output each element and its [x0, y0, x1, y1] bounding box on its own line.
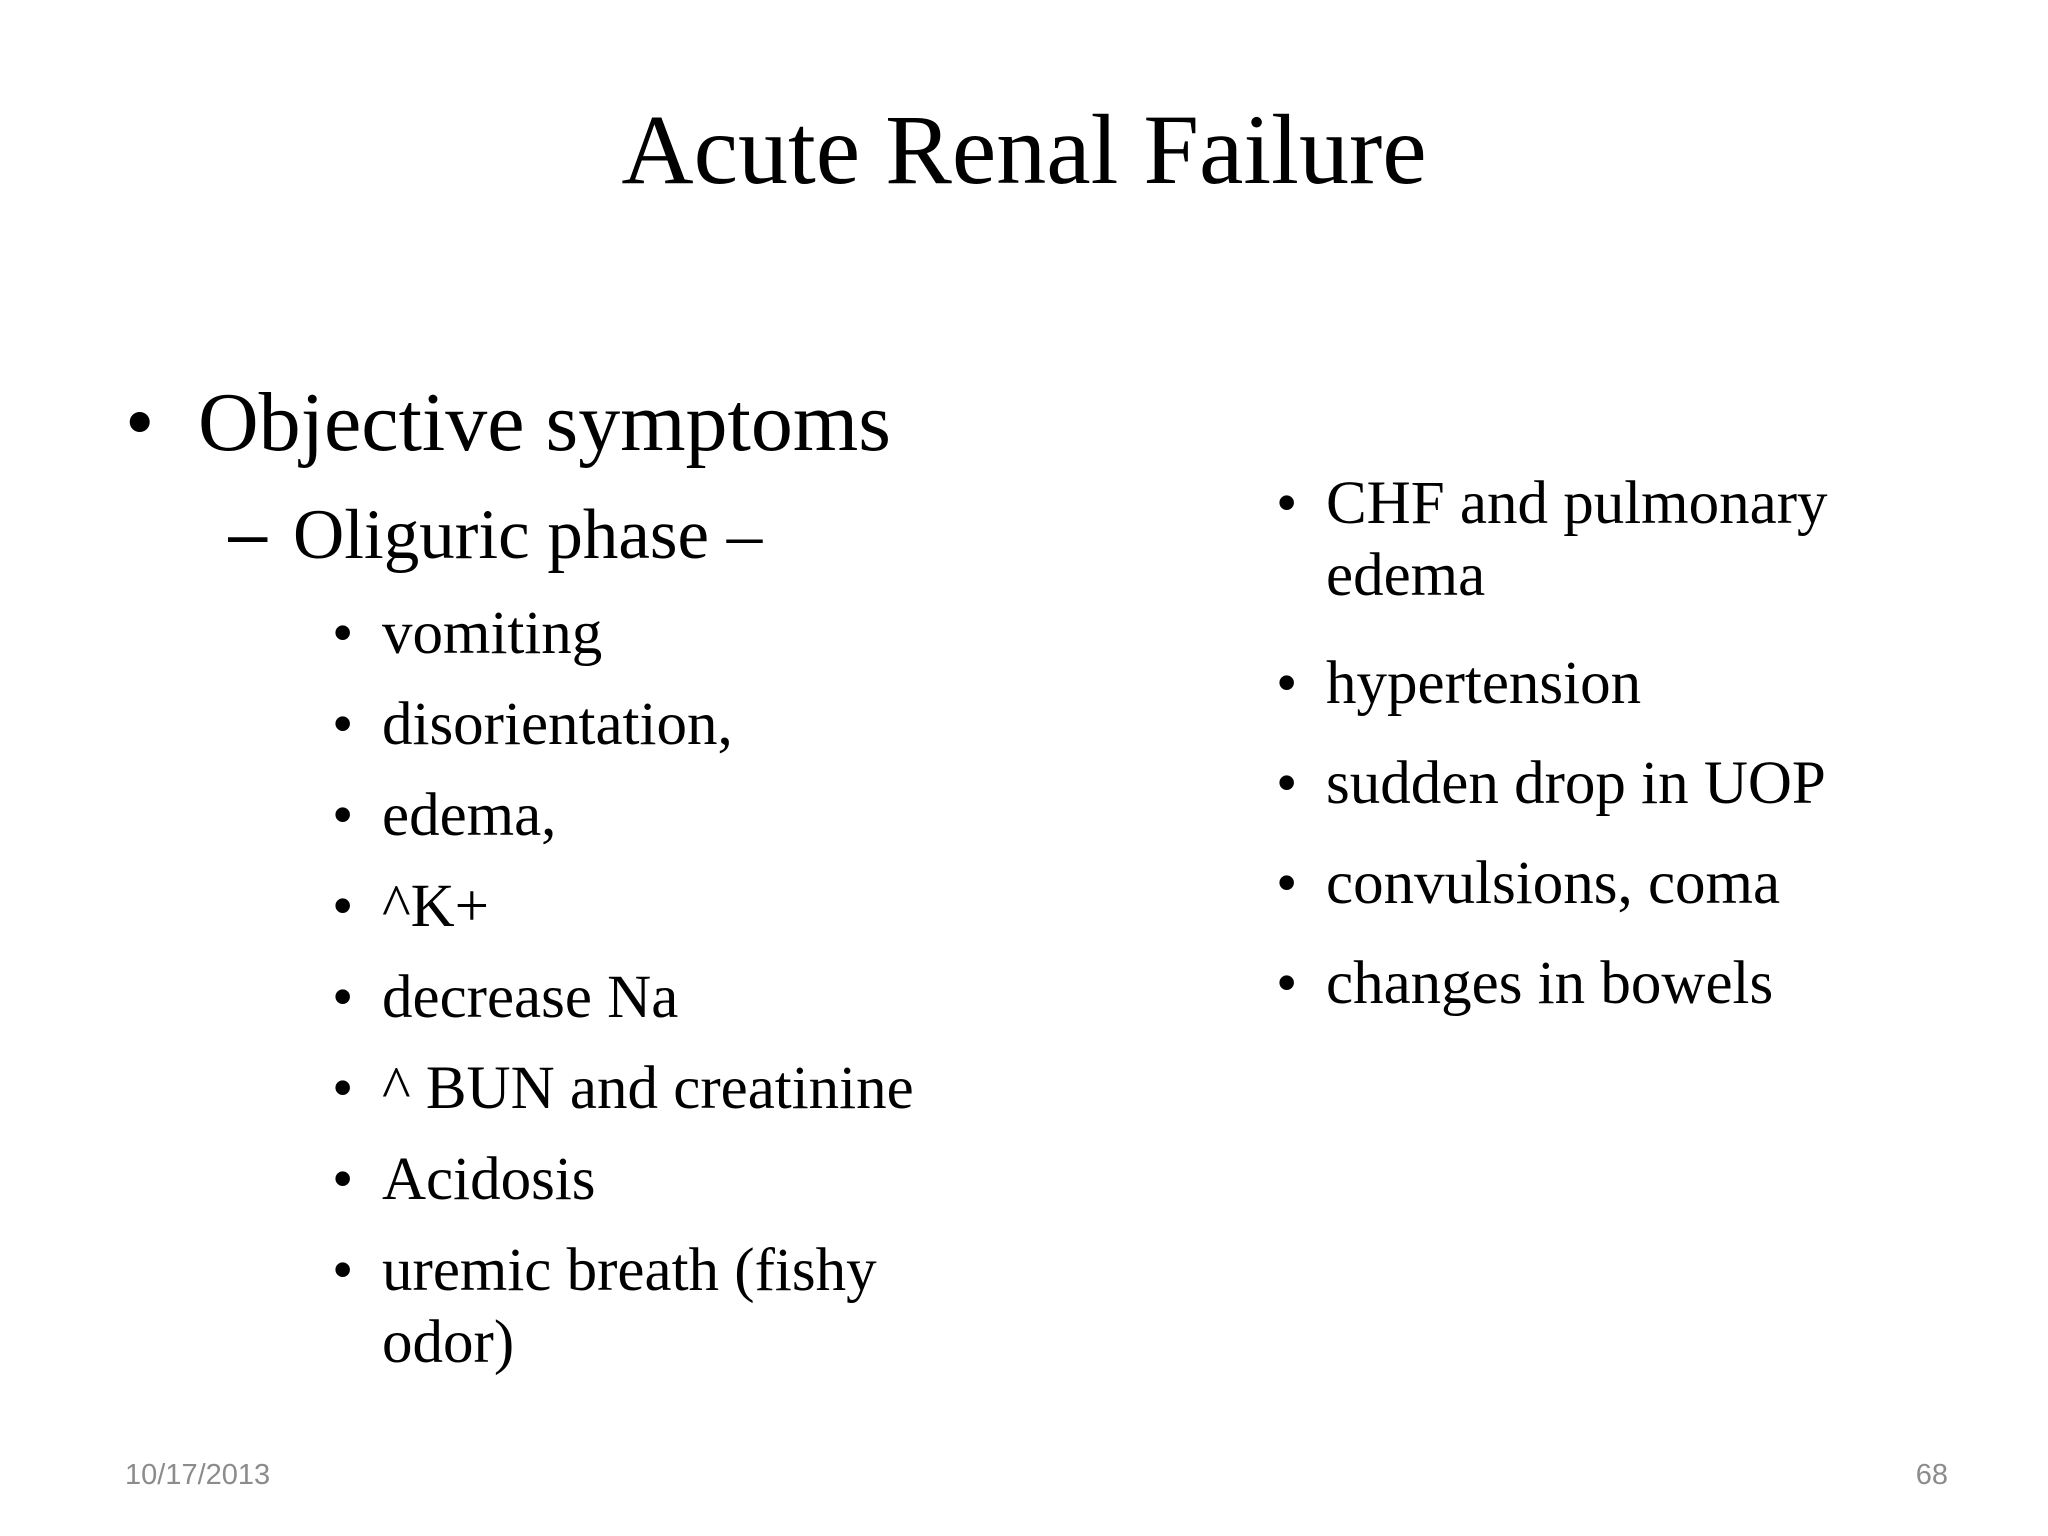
slide-title: Acute Renal Failure [621, 94, 1427, 205]
bullet-icon: • [1276, 750, 1298, 817]
bullet-icon: • [332, 873, 354, 940]
list-item [332, 962, 678, 1034]
bullet-icon: • [332, 691, 354, 758]
list-item [332, 689, 733, 761]
bullet-icon: • [125, 376, 155, 469]
bullet-objective-symptoms [125, 374, 891, 472]
list-item [1276, 648, 1641, 720]
footer-date: 10/17/2013 [125, 1459, 271, 1491]
bullet-icon: • [332, 964, 354, 1031]
list-item [1276, 468, 1828, 612]
list-item-line: edema [1326, 542, 1486, 609]
bullet-icon: • [332, 782, 354, 849]
list-item-text: Acidosis [382, 1146, 596, 1213]
bullet-icon: • [1276, 950, 1298, 1017]
bullet-icon: • [1276, 850, 1298, 917]
list-item-text: ^K+ [382, 873, 490, 940]
list-item-text: changes in bowels [1326, 950, 1774, 1017]
bullet-icon: • [332, 1146, 354, 1213]
list-item [332, 780, 556, 852]
list-item [1276, 848, 1780, 920]
list-item-line: uremic breath (fishy [382, 1237, 877, 1304]
list-item [1276, 748, 1826, 820]
list-item-text: sudden drop in UOP [1326, 750, 1826, 817]
bullet-icon: • [1276, 470, 1298, 537]
list-item-text: hypertension [1326, 650, 1642, 717]
list-item [1276, 948, 1773, 1020]
bullet-icon: • [332, 1237, 354, 1304]
list-item-text [1326, 468, 1828, 612]
bullet-icon: • [332, 600, 354, 667]
list-item-line: CHF and pulmonary [1326, 470, 1828, 537]
bullet-oliguric-phase [228, 494, 762, 576]
bullet-text: Oliguric phase – [293, 496, 763, 574]
list-item [332, 1144, 596, 1216]
list-item [332, 1053, 914, 1125]
list-item [332, 871, 489, 943]
bullet-text: Objective symptoms [198, 376, 891, 469]
list-item [332, 598, 602, 670]
list-item-text: convulsions, coma [1326, 850, 1781, 917]
list-item-text: ^ BUN and creatinine [382, 1055, 914, 1122]
footer-page-number: 68 [1915, 1459, 1948, 1491]
list-item-text: disorientation, [382, 691, 733, 758]
list-item-text [382, 1235, 877, 1379]
list-item [332, 1235, 877, 1379]
list-item-text: decrease Na [382, 964, 679, 1031]
list-item-text: vomiting [382, 600, 603, 667]
list-item-text: edema, [382, 782, 557, 849]
dash-icon: – [228, 495, 268, 574]
list-item-line: odor) [382, 1309, 515, 1376]
bullet-icon: • [332, 1055, 354, 1122]
bullet-icon: • [1276, 650, 1298, 717]
